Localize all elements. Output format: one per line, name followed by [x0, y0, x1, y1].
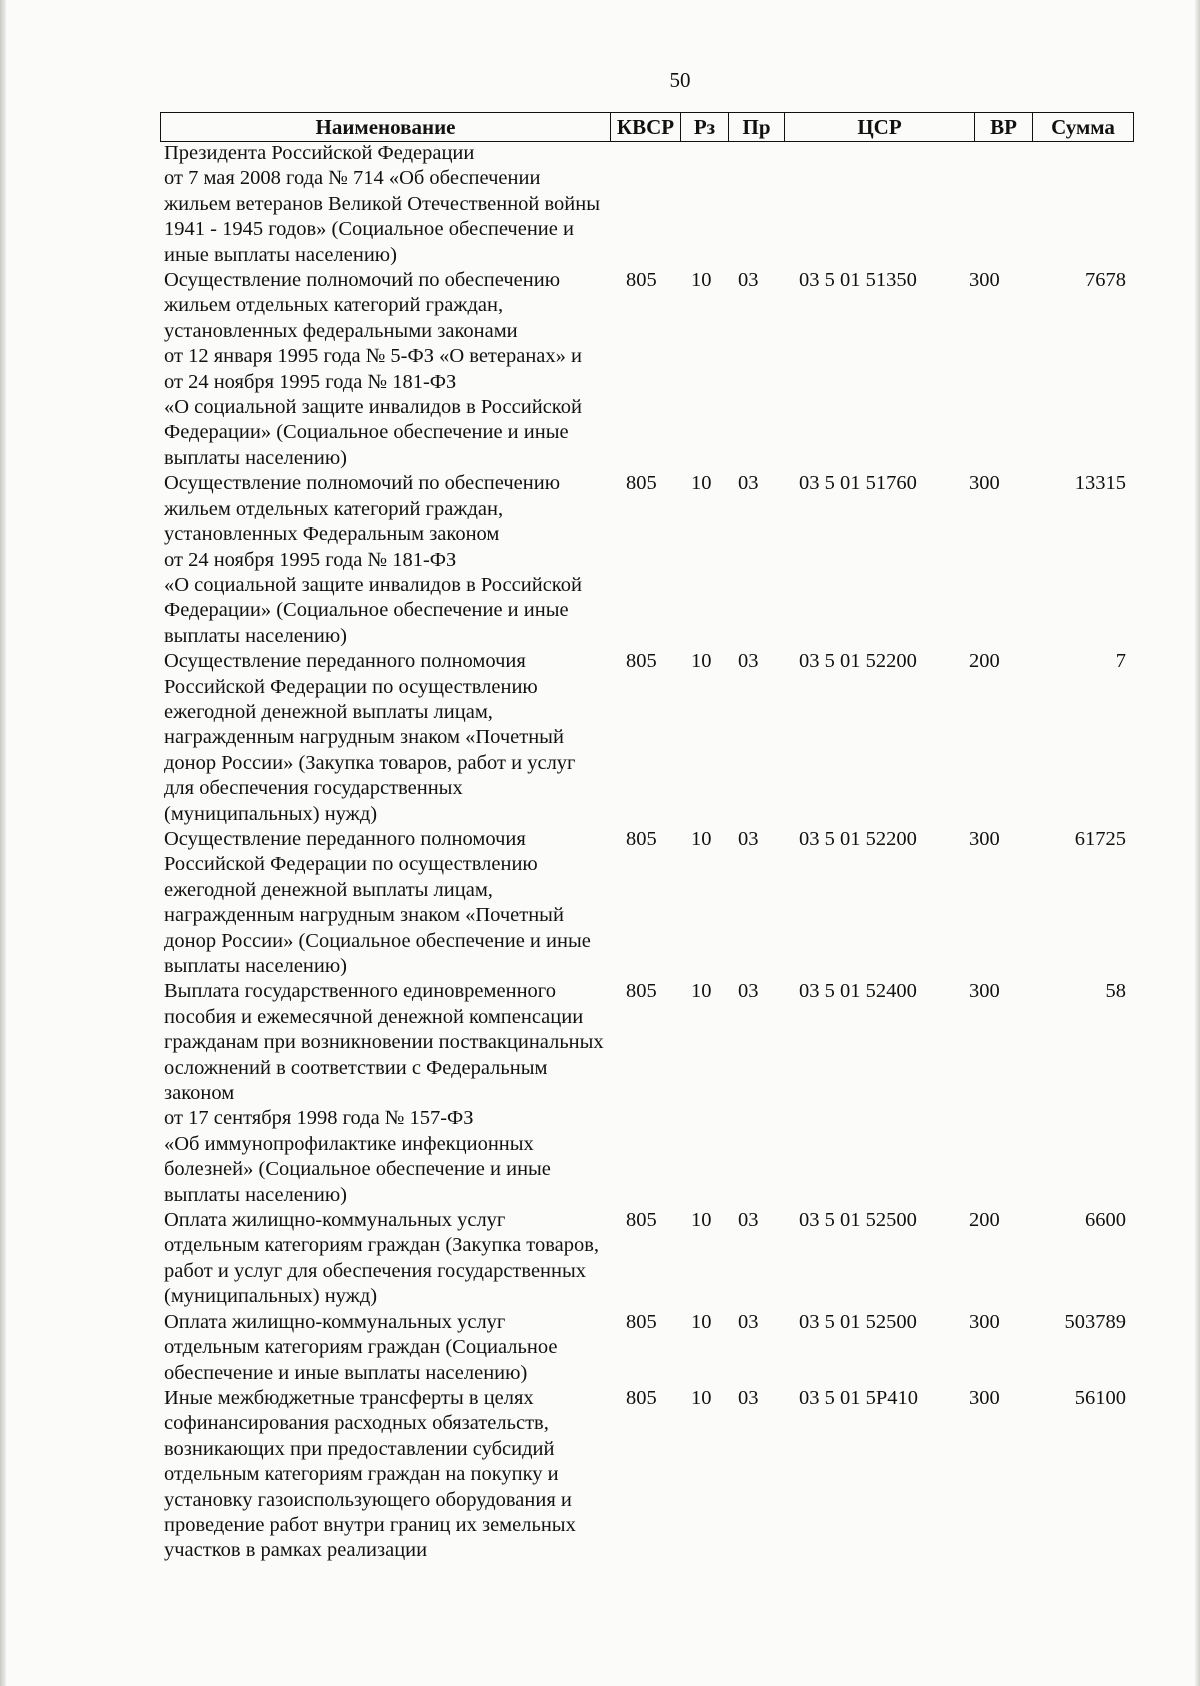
row-sum: 13315 — [1074, 472, 1126, 495]
row-rz: 10 — [691, 1386, 712, 1409]
row-pr: 03 — [738, 1310, 759, 1333]
table-body — [164, 141, 1136, 1564]
row-kvsr: 805 — [626, 1310, 657, 1333]
row-kvsr: 805 — [626, 980, 657, 1003]
row-sum: 7678 — [1085, 269, 1126, 292]
scan-edge-left — [0, 0, 6, 1686]
row-vr: 300 — [969, 980, 1000, 1003]
row-rz: 10 — [691, 650, 712, 673]
row-sum: 58 — [1105, 980, 1126, 1003]
row-vr: 200 — [969, 1209, 1000, 1232]
table-row — [164, 979, 1136, 1208]
row-kvsr: 805 — [626, 650, 657, 673]
row-csr: 03 5 01 5Р410 — [799, 1386, 919, 1409]
table-row — [164, 268, 1136, 471]
row-name: Оплата жилищно-коммунальных услуг отдельным категориям граждан (Социальное обеспечение и иные выплаты населению) — [164, 1310, 558, 1384]
table-header — [160, 112, 1134, 142]
table-row — [164, 1310, 1136, 1386]
row-vr: 200 — [969, 650, 1000, 673]
table-row — [164, 1208, 1136, 1310]
row-csr: 03 5 01 52500 — [799, 1209, 917, 1232]
row-csr: 03 5 01 52400 — [799, 980, 917, 1003]
table-row — [164, 471, 1136, 649]
row-sum: 7 — [1115, 650, 1126, 673]
row-name: Выплата государственного единовременного пособия и ежемесячной денежной компенсации гражданам при возникновении поствакцинальных осложнений в соответствии с Федеральным законом от 17 сентября 1998 года № 157-ФЗ «Об иммунопрофилактике инфекционных болезней» (Социальное обеспечение и иные выплаты населению) — [164, 980, 604, 1206]
row-rz: 10 — [691, 269, 712, 292]
row-pr: 03 — [738, 269, 759, 292]
table-row — [164, 649, 1136, 827]
row-csr: 03 5 01 52500 — [799, 1310, 917, 1333]
row-rz: 10 — [691, 1310, 712, 1333]
row-csr: 03 5 01 52200 — [799, 650, 917, 673]
row-name: Президента Российской Федерации от 7 мая 2008 года № 714 «Об обеспечении жильем ветеранов Великой Отечественной войны 1941 - 1945 годов» (Социальное обеспечение и иные выплаты населению) — [164, 142, 601, 266]
row-sum: 61725 — [1074, 827, 1126, 850]
row-csr: 03 5 01 51350 — [799, 269, 917, 292]
row-kvsr: 805 — [626, 472, 657, 495]
row-pr: 03 — [738, 1209, 759, 1232]
row-kvsr: 805 — [626, 1209, 657, 1232]
table-row — [164, 1386, 1136, 1564]
row-vr: 300 — [969, 269, 1000, 292]
row-pr: 03 — [738, 650, 759, 673]
row-kvsr: 805 — [626, 1386, 657, 1409]
header-pr: Пр — [729, 113, 785, 141]
row-name: Осуществление полномочий по обеспечению жильем отдельных категорий граждан, установленных федеральными законами от 12 января 1995 года № 5-ФЗ «О ветеранах» и от 24 ноября 1995 года № 181-ФЗ «О социальной защите инвалидов в Российской Федерации» (Социальное обеспечение и иные выплаты населению) — [164, 269, 582, 469]
row-rz: 10 — [691, 827, 712, 850]
row-pr: 03 — [738, 472, 759, 495]
header-csr: ЦСР — [785, 113, 975, 141]
scan-edge-right — [1195, 0, 1200, 1686]
page-number: 50 — [669, 68, 691, 92]
row-name: Осуществление полномочий по обеспечению жильем отдельных категорий граждан, установленных Федеральным законом от 24 ноября 1995 года № 181-ФЗ «О социальной защите инвалидов в Российской Федерации» (Социальное обеспечение и иные выплаты населению) — [164, 472, 582, 647]
row-rz: 10 — [691, 1209, 712, 1232]
row-csr: 03 5 01 52200 — [799, 827, 917, 850]
row-name: Осуществление переданного полномочия Российской Федерации по осуществлению ежегодной денежной выплаты лицам, награжденным нагрудным знаком «Почетный донор России» (Закупка товаров, работ и услуг для обеспечения государственных (муниципальных) нужд) — [164, 650, 576, 825]
row-kvsr: 805 — [626, 827, 657, 850]
row-vr: 300 — [969, 472, 1000, 495]
header-kvsr: КВСР — [611, 113, 681, 141]
header-sum: Сумма — [1051, 114, 1115, 139]
row-csr: 03 5 01 51760 — [799, 472, 917, 495]
row-pr: 03 — [738, 1386, 759, 1409]
row-name: Оплата жилищно-коммунальных услуг отдельным категориям граждан (Закупка товаров, работ и услуг для обеспечения государственных (муниципальных) нужд) — [164, 1209, 600, 1308]
row-pr: 03 — [738, 980, 759, 1003]
row-sum: 6600 — [1085, 1209, 1126, 1232]
table-row — [164, 827, 1136, 979]
row-rz: 10 — [691, 472, 712, 495]
header-vr: ВР — [975, 113, 1033, 141]
row-vr: 300 — [969, 1310, 1000, 1333]
header-name: Наименование — [161, 113, 611, 141]
header-rz: Рз — [681, 113, 729, 141]
row-name: Осуществление переданного полномочия Российской Федерации по осуществлению ежегодной денежной выплаты лицам, награжденным нагрудным знаком «Почетный донор России» (Социальное обеспечение и иные выплаты населению) — [164, 827, 591, 977]
row-sum: 503789 — [1064, 1310, 1126, 1333]
table-row — [164, 141, 1136, 268]
row-vr: 300 — [969, 1386, 1000, 1409]
row-sum: 56100 — [1074, 1386, 1126, 1409]
row-name: Иные межбюджетные трансферты в целях софинансирования расходных обязательств, возникающих при предоставлении субсидий отдельным категориям граждан на покупку и установку газоиспользующего оборудования и проведение работ внутри границ их земельных участков в рамках реализации — [164, 1386, 576, 1562]
row-kvsr: 805 — [626, 269, 657, 292]
row-rz: 10 — [691, 980, 712, 1003]
row-pr: 03 — [738, 827, 759, 850]
row-vr: 300 — [969, 827, 1000, 850]
